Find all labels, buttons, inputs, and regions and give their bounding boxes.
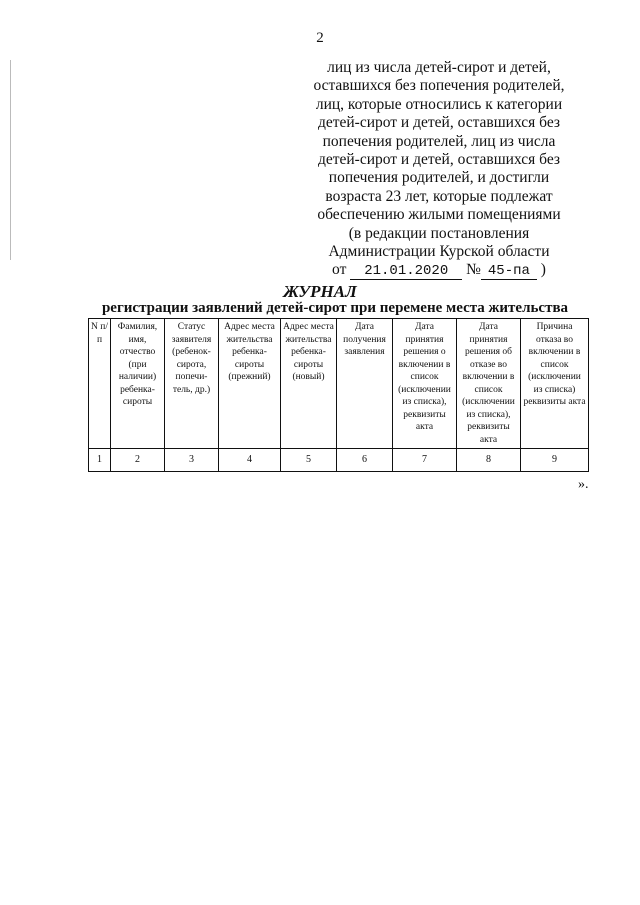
column-header: Статус заявителя (ребенок-сирота, попечи-тель, др.) [165,319,219,449]
order-number: 45-па [481,263,537,280]
header-line: детей-сирот и детей, оставшихся без [317,151,561,169]
header-line: попечения родителей, и достигли [328,169,550,187]
scan-edge-line [10,60,11,260]
column-header: Причина отказа во включении в список (исключении из списка) реквизиты акта [521,319,589,449]
header-line: обеспечению жилыми помещениями [317,206,561,224]
column-header: Дата принятия решения о включении в список (исключении из списка), реквизиты акта [393,319,457,449]
header-line: Администрации Курской области [328,243,550,261]
column-header: Дата получения заявления [337,319,393,449]
column-number: 6 [337,449,393,472]
header-line: попечения родителей, лиц из числа [322,132,556,150]
column-header: Дата принятия решения об отказе во включении в список (исключении из списка), реквизиты акта [457,319,521,449]
column-header: N п/п [89,319,111,449]
appendix-header [296,59,582,280]
column-header: Адрес места жительства ребенка-сироты (прежний) [219,319,281,449]
column-number: 3 [165,449,219,472]
column-number: 7 [393,449,457,472]
order-number-sign: № [466,261,481,279]
column-number: 4 [219,449,281,472]
order-date: 21.01.2020 [350,263,462,280]
column-number-row [89,449,589,472]
order-reference [296,261,582,280]
journal-subtitle: регистрации заявлений детей-сирот при перемене места жительства [101,300,569,316]
column-number: 9 [521,449,589,472]
journal-title: ЖУРНАЛ [283,282,357,301]
page-number: 2 [316,30,324,46]
header-line: детей-сирот и детей, оставшихся без [317,114,561,132]
header-line: возраста 23 лет, которые подлежат [325,187,553,205]
column-number: 2 [111,449,165,472]
closing-quote-mark: ». [578,477,589,492]
column-header: Фамилия, имя, отчество (при наличии) ребенка-сироты [111,319,165,449]
header-line: оставшихся без попечения родителей, [313,77,565,95]
registration-table [88,318,589,472]
table-header-row [89,319,589,449]
column-number: 8 [457,449,521,472]
order-prefix: от [332,261,347,279]
header-line: лиц, которые относились к категории [315,95,563,113]
header-line: лиц из числа детей-сирот и детей, [327,59,551,76]
header-line: (в редакции постановления [348,224,530,242]
column-header: Адрес места жительства ребенка-сироты (новый) [281,319,337,449]
column-number: 1 [89,449,111,472]
column-number: 5 [281,449,337,472]
order-suffix: ) [540,261,546,279]
